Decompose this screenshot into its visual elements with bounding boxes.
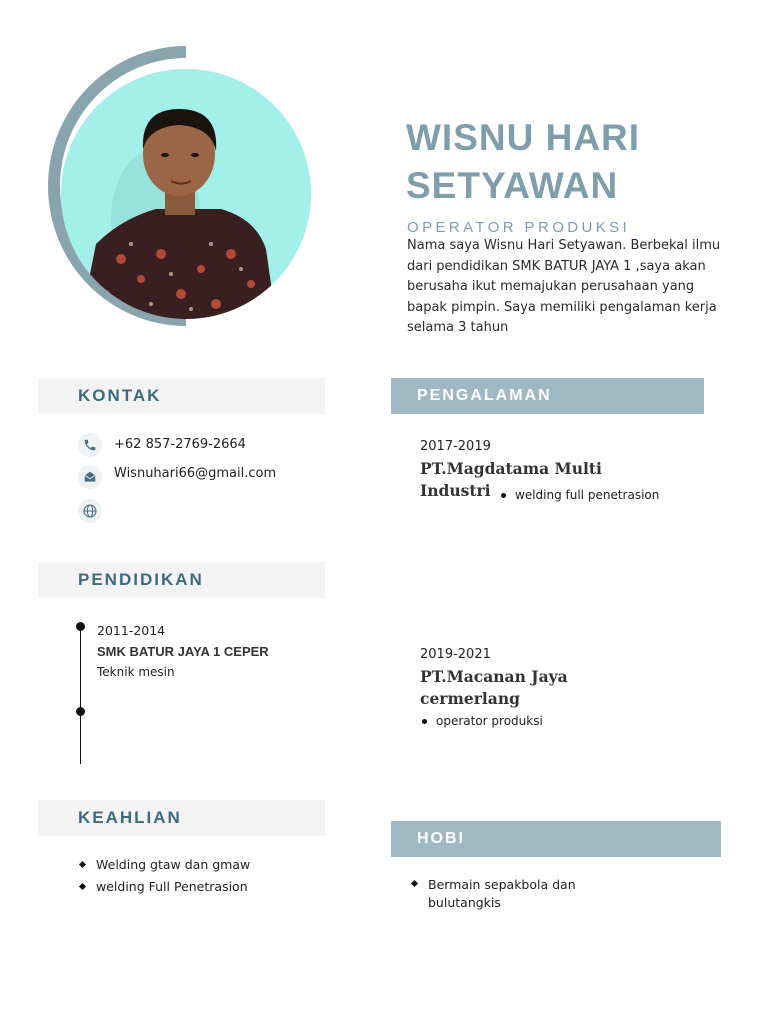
contact-section-header: KONTAK [38, 378, 325, 414]
timeline-line [80, 626, 81, 764]
skill-item: Welding gtaw dan gmaw [80, 857, 250, 872]
hobby-section-header: HOBI [391, 821, 721, 857]
experience-company: PT.Macanan Jaya cermerlang [420, 667, 568, 708]
phone-icon [78, 433, 102, 457]
profile-summary: Nama saya Wisnu Hari Setyawan. Berbekal ilmu dari pendidikan SMK BATUR JAYA 1 ,saya akan berusaha ikut memajukan perusahaan yang bapak pimpin. Saya memiliki pengalaman kerja selama 3 tahun [407, 238, 721, 335]
experience-years: 2017-2019 [420, 439, 491, 454]
mail-icon [78, 465, 102, 489]
name-line-2: SETYAWAN [406, 165, 619, 206]
education-school: SMK BATUR JAYA 1 CEPER [97, 644, 269, 659]
education-years: 2011-2014 [97, 623, 166, 638]
name-line-1: WISNU HARI [406, 117, 641, 158]
bullet-icon [422, 719, 427, 724]
education-major: Teknik mesin [97, 665, 175, 679]
email-address[interactable]: Wisnuhari66@gmail.com [114, 466, 277, 481]
full-name [406, 114, 736, 210]
hobby-item: Bermain sepakbola dan bulutangkis [412, 876, 612, 912]
education-section-header: PENDIDIKAN [38, 562, 325, 598]
profile-photo [61, 69, 311, 319]
bullet-icon [79, 861, 86, 868]
globe-icon [78, 499, 102, 523]
skills-section-header: KEAHLIAN [38, 800, 325, 836]
experience-duty: welding full penetrasion [501, 488, 659, 502]
experience-duty: operator produksi [422, 714, 543, 728]
experience-company: PT.Magdatama Multi Industri [420, 459, 602, 500]
timeline-dot [76, 622, 85, 631]
job-title: OPERATOR PRODUKSI [407, 219, 631, 236]
experience-section-header: PENGALAMAN [391, 378, 704, 414]
bullet-icon [501, 493, 506, 498]
experience-years: 2019-2021 [420, 647, 491, 662]
skill-item: welding Full Penetrasion [80, 879, 248, 894]
timeline-dot [76, 707, 85, 716]
phone-number[interactable]: +62 857-2769-2664 [114, 437, 246, 452]
bullet-icon [79, 883, 86, 890]
